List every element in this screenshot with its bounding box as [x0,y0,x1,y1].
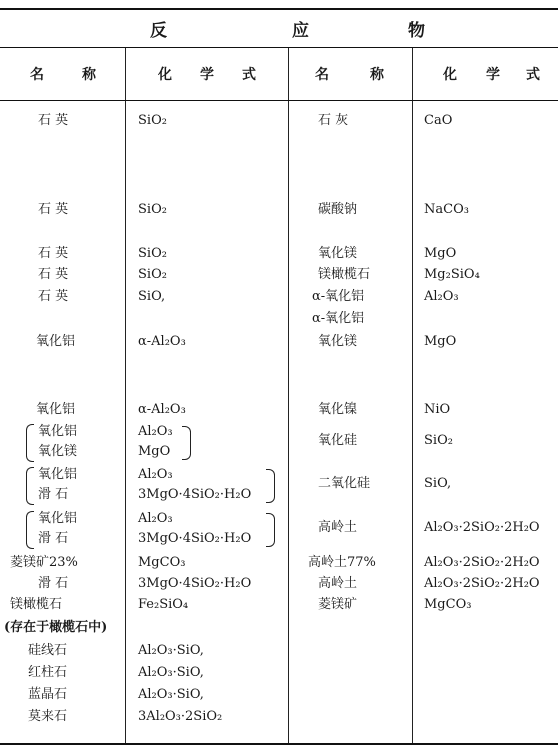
left-formula-b: 3MgO·4SiO₂·H₂O [138,487,252,502]
right-name: 高岭土77% [308,555,376,570]
left-note: (存在于橄榄石中) [4,620,108,635]
left-name: 镁橄榄石 [10,597,63,612]
col-formula-right-2: 学 [486,67,500,83]
right-formula: Mg₂SiO₄ [424,267,480,282]
left-name: 石 英 [38,113,69,128]
right-brace [266,513,275,547]
left-brace [26,467,34,505]
col-formula-right-1: 化 [443,67,457,83]
left-formula: SiO₂ [138,202,167,217]
left-formula: Al₂O₃·SiO, [138,687,204,702]
right-name: 碳酸钠 [318,202,358,217]
left-formula: SiO₂ [138,267,167,282]
right-formula: SiO₂ [424,433,453,448]
right-name: 二氧化硅 [318,476,371,491]
right-brace [266,469,275,503]
right-name: α-氧化铝 [312,289,365,304]
col-divider-1 [125,101,126,743]
left-name: 滑 石 [38,576,69,591]
top-rule [0,8,558,10]
right-name: 石 灰 [318,113,349,128]
col-name-right-2: 称 [370,67,384,83]
right-formula: MgO [424,334,457,349]
col-formula-left-3: 式 [242,67,256,83]
left-name: 硅线石 [28,643,68,658]
left-formula: 3MgO·4SiO₂·H₂O [138,576,252,591]
left-formula-a: Al₂O₃ [138,511,173,526]
left-formula-a: Al₂O₃ [138,424,173,439]
right-name: 氧化镁 [318,246,358,261]
title-char-2: 应 [292,21,309,41]
left-formula: SiO₂ [138,113,167,128]
right-name: 菱镁矿 [318,597,358,612]
left-name-b: 滑 石 [38,531,69,546]
left-formula: Al₂O₃·SiO, [138,643,204,658]
col-formula-right-3: 式 [526,67,540,83]
col-formula-left-1: 化 [158,67,172,83]
col-divider-3 [412,101,413,743]
right-formula: Al₂O₃·2SiO₂·2H₂O [424,520,540,535]
right-name: 镁橄榄石 [318,267,371,282]
left-name-a: 氧化铝 [38,467,78,482]
right-name: 氧化镁 [318,334,358,349]
right-formula: Al₂O₃·2SiO₂·2H₂O [424,555,540,570]
right-formula: NaCO₃ [424,202,469,217]
left-formula-a: Al₂O₃ [138,467,173,482]
left-formula: Al₂O₃·SiO, [138,665,204,680]
left-name-b: 滑 石 [38,487,69,502]
left-formula-b: MgO [138,444,171,459]
right-name-2: α-氧化铝 [312,311,365,326]
left-formula: SiO, [138,289,166,304]
left-name: 氧化铝 [36,402,76,417]
right-formula: MgCO₃ [424,597,472,612]
title-char-3: 物 [408,21,425,41]
left-name: 石 英 [38,289,69,304]
right-formula: Al₂O₃ [424,289,459,304]
right-brace [182,426,191,460]
subheader-divider [0,100,558,101]
left-name-a: 氧化铝 [38,511,78,526]
right-formula: SiO, [424,476,452,491]
left-name: 红柱石 [28,665,68,680]
left-formula: SiO₂ [138,246,167,261]
left-name-b: 氧化镁 [38,444,78,459]
left-name: 莫来石 [28,709,68,724]
col-formula-left-2: 学 [200,67,214,83]
col-name-right-1: 名 [315,67,329,83]
left-formula-b: 3MgO·4SiO₂·H₂O [138,531,252,546]
left-formula: Fe₂SiO₄ [138,597,189,612]
left-name: 氧化铝 [36,334,76,349]
left-name: 蓝晶石 [28,687,68,702]
right-formula: Al₂O₃·2SiO₂·2H₂O [424,576,540,591]
bottom-rule [0,743,558,745]
left-formula: α-Al₂O₃ [138,334,186,349]
right-formula: CaO [424,113,453,128]
left-brace [26,424,34,462]
col-divider-2-head [288,48,289,100]
header-divider [0,47,558,48]
left-brace [26,511,34,549]
left-name: 石 英 [38,246,69,261]
col-divider-2 [288,101,289,743]
right-name: 高岭土 [318,520,358,535]
left-name: 石 英 [38,267,69,282]
col-divider-1-head [125,48,126,100]
left-formula: 3Al₂O₃·2SiO₂ [138,709,223,724]
title-char-1: 反 [150,21,167,41]
left-formula: α-Al₂O₃ [138,402,186,417]
col-name-left-2: 称 [82,67,96,83]
right-name: 氧化硅 [318,433,358,448]
right-formula: NiO [424,402,451,417]
col-divider-3-head [412,48,413,100]
right-formula: MgO [424,246,457,261]
right-name: 氧化镍 [318,402,358,417]
col-name-left-1: 名 [30,67,44,83]
left-name: 菱镁矿23% [10,555,78,570]
left-formula: MgCO₃ [138,555,186,570]
left-name-a: 氧化铝 [38,424,78,439]
right-name: 高岭土 [318,576,358,591]
left-name: 石 英 [38,202,69,217]
